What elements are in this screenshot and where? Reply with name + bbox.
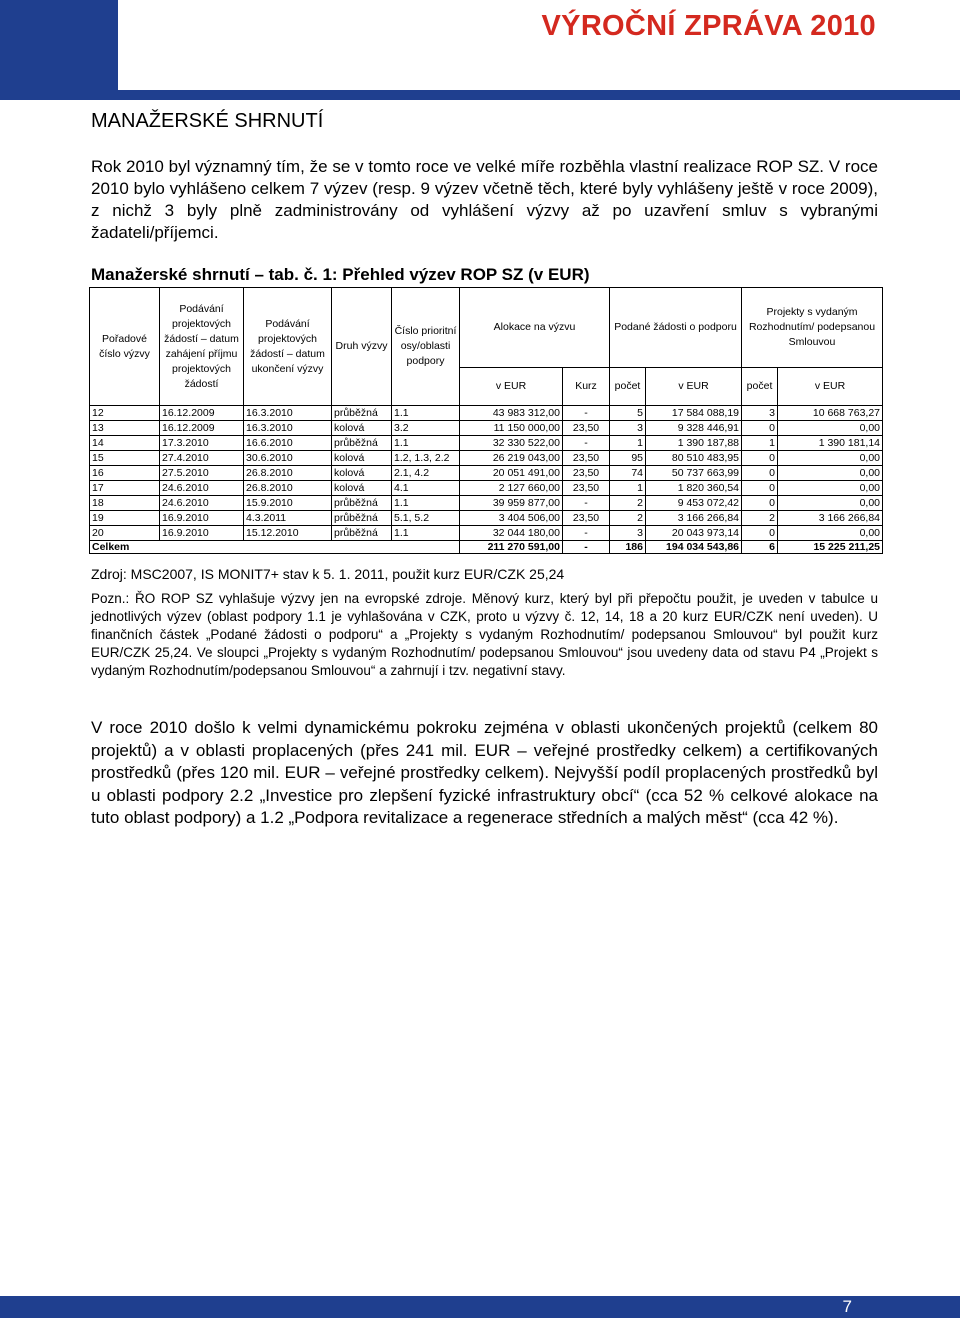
header-kurz: Kurz	[563, 368, 610, 406]
cell-cislo-osy: 3.2	[392, 421, 460, 436]
cell-cislo-vyzvy: 13	[90, 421, 160, 436]
cell-datum-zahajeni: 27.4.2010	[160, 451, 244, 466]
header-cislo-osy: Číslo prioritní osy/oblasti podpory	[392, 288, 460, 406]
table-row	[90, 466, 883, 481]
cell-cislo-vyzvy: 17	[90, 481, 160, 496]
cell-kurz: 23,50	[563, 511, 610, 526]
table-row	[90, 526, 883, 541]
cell-datum-ukonceni: 4.3.2011	[244, 511, 332, 526]
cell-projekty-pocet: 0	[742, 451, 778, 466]
header-podane-eur: v EUR	[646, 368, 742, 406]
header-corner-block	[0, 0, 118, 100]
cell-cislo-osy: 1.1	[392, 496, 460, 511]
report-title: VÝROČNÍ ZPRÁVA 2010	[541, 10, 876, 42]
cell-kurz: -	[563, 496, 610, 511]
header-podane-pocet: počet	[610, 368, 646, 406]
cell-datum-ukonceni: 30.6.2010	[244, 451, 332, 466]
table-row	[90, 496, 883, 511]
cell-datum-ukonceni: 15.12.2010	[244, 526, 332, 541]
total-kurz: -	[563, 541, 610, 554]
table-row	[90, 511, 883, 526]
cell-kurz: -	[563, 436, 610, 451]
cell-kurz: 23,50	[563, 451, 610, 466]
summary-paragraph: V roce 2010 došlo k velmi dynamickému pokroku zejména v oblasti ukončených projektů (celkem 80 projektů) a v oblasti proplacených (přes 241 mil. EUR – veřejné prostředky celkem) a certifikovaných prostředků (přes 120 mil. EUR – veřejné prostředky celkem). Nejvyšší podíl proplacených prostředků byl u oblasti podpory 2.2 „Investice pro zlepšení fyzické infrastruktury obcí“ (cca 52 % celkové alokace na tuto oblast podpory) a 1.2 „Podpora revitalizace a regenerace středních a malých měst“ (cca 42 %).	[91, 718, 878, 827]
total-podane-pocet: 186	[610, 541, 646, 554]
table-source: Zdroj: MSC2007, IS MONIT7+ stav k 5. 1. 2011, použit kurz EUR/CZK 25,24	[91, 566, 565, 582]
cell-datum-ukonceni: 26.8.2010	[244, 466, 332, 481]
cell-podane-eur: 80 510 483,95	[646, 451, 742, 466]
cell-cislo-vyzvy: 18	[90, 496, 160, 511]
cell-druh-vyzvy: kolová	[332, 481, 392, 496]
cell-podane-pocet: 2	[610, 511, 646, 526]
cell-kurz: 23,50	[563, 481, 610, 496]
cell-projekty-pocet: 0	[742, 526, 778, 541]
cell-podane-eur: 1 390 187,88	[646, 436, 742, 451]
cell-datum-zahajeni: 16.12.2009	[160, 421, 244, 436]
cell-projekty-eur: 0,00	[778, 466, 883, 481]
cell-druh-vyzvy: kolová	[332, 466, 392, 481]
section-heading: MANAŽERSKÉ SHRNUTÍ	[91, 110, 324, 132]
cell-podane-pocet: 2	[610, 496, 646, 511]
cell-podane-pocet: 3	[610, 526, 646, 541]
cell-podane-eur: 17 584 088,19	[646, 406, 742, 421]
cell-datum-ukonceni: 16.6.2010	[244, 436, 332, 451]
cell-cislo-osy: 2.1, 4.2	[392, 466, 460, 481]
cell-projekty-pocet: 0	[742, 466, 778, 481]
total-alokace: 211 270 591,00	[460, 541, 563, 554]
cell-alokace-eur: 20 051 491,00	[460, 466, 563, 481]
cell-podane-pocet: 3	[610, 421, 646, 436]
table-row	[90, 421, 883, 436]
cell-cislo-vyzvy: 20	[90, 526, 160, 541]
cell-projekty-pocet: 0	[742, 421, 778, 436]
cell-podane-pocet: 1	[610, 436, 646, 451]
cell-datum-zahajeni: 16.9.2010	[160, 526, 244, 541]
cell-projekty-pocet: 1	[742, 436, 778, 451]
calls-overview-table	[89, 287, 883, 554]
cell-projekty-eur: 0,00	[778, 496, 883, 511]
footer-bar	[0, 1296, 960, 1318]
header-projekty-pocet: počet	[742, 368, 778, 406]
cell-datum-zahajeni: 17.3.2010	[160, 436, 244, 451]
header-bar	[118, 90, 960, 100]
cell-alokace-eur: 43 983 312,00	[460, 406, 563, 421]
table-row	[90, 481, 883, 496]
cell-cislo-osy: 4.1	[392, 481, 460, 496]
cell-druh-vyzvy: kolová	[332, 421, 392, 436]
cell-projekty-pocet: 0	[742, 481, 778, 496]
cell-kurz: -	[563, 406, 610, 421]
table-caption: Manažerské shrnutí – tab. č. 1: Přehled výzev ROP SZ (v EUR)	[91, 265, 590, 284]
cell-projekty-eur: 10 668 763,27	[778, 406, 883, 421]
cell-podane-pocet: 95	[610, 451, 646, 466]
cell-cislo-vyzvy: 12	[90, 406, 160, 421]
cell-druh-vyzvy: průběžná	[332, 496, 392, 511]
header-datum-zahajeni: Podávání projektových žádostí – datum zahájení příjmu projektových žádostí	[160, 288, 244, 406]
cell-alokace-eur: 32 044 180,00	[460, 526, 563, 541]
cell-projekty-pocet: 2	[742, 511, 778, 526]
cell-projekty-pocet: 0	[742, 496, 778, 511]
cell-cislo-osy: 1.1	[392, 436, 460, 451]
cell-cislo-osy: 5.1, 5.2	[392, 511, 460, 526]
cell-alokace-eur: 39 959 877,00	[460, 496, 563, 511]
cell-podane-eur: 3 166 266,84	[646, 511, 742, 526]
cell-alokace-eur: 26 219 043,00	[460, 451, 563, 466]
cell-podane-pocet: 1	[610, 481, 646, 496]
total-projekty-pocet: 6	[742, 541, 778, 554]
table-total-row	[90, 541, 883, 554]
page-number: 7	[842, 1297, 852, 1316]
cell-cislo-osy: 1.2, 1.3, 2.2	[392, 451, 460, 466]
cell-projekty-eur: 1 390 181,14	[778, 436, 883, 451]
cell-datum-zahajeni: 16.12.2009	[160, 406, 244, 421]
table-row	[90, 436, 883, 451]
header-datum-ukonceni: Podávání projektových žádostí – datum ukončení výzvy	[244, 288, 332, 406]
cell-podane-eur: 50 737 663,99	[646, 466, 742, 481]
cell-projekty-eur: 0,00	[778, 451, 883, 466]
cell-datum-ukonceni: 16.3.2010	[244, 406, 332, 421]
cell-druh-vyzvy: kolová	[332, 451, 392, 466]
table-row	[90, 451, 883, 466]
cell-alokace-eur: 11 150 000,00	[460, 421, 563, 436]
total-label: Celkem	[90, 541, 460, 554]
cell-kurz: 23,50	[563, 466, 610, 481]
cell-cislo-vyzvy: 15	[90, 451, 160, 466]
cell-podane-eur: 1 820 360,54	[646, 481, 742, 496]
cell-druh-vyzvy: průběžná	[332, 406, 392, 421]
cell-cislo-vyzvy: 14	[90, 436, 160, 451]
header-projekty-eur: v EUR	[778, 368, 883, 406]
cell-cislo-vyzvy: 16	[90, 466, 160, 481]
cell-druh-vyzvy: průběžná	[332, 436, 392, 451]
cell-druh-vyzvy: průběžná	[332, 526, 392, 541]
cell-datum-ukonceni: 16.3.2010	[244, 421, 332, 436]
cell-podane-eur: 20 043 973,14	[646, 526, 742, 541]
header-poradove-cislo: Pořadové číslo výzvy	[90, 288, 160, 406]
cell-podane-pocet: 74	[610, 466, 646, 481]
header-projekty: Projekty s vydaným Rozhodnutím/ podepsanou Smlouvou	[742, 288, 883, 368]
cell-podane-eur: 9 453 072,42	[646, 496, 742, 511]
cell-kurz: 23,50	[563, 421, 610, 436]
cell-podane-eur: 9 328 446,91	[646, 421, 742, 436]
cell-alokace-eur: 2 127 660,00	[460, 481, 563, 496]
cell-alokace-eur: 32 330 522,00	[460, 436, 563, 451]
cell-podane-pocet: 5	[610, 406, 646, 421]
total-projekty-eur: 15 225 211,25	[778, 541, 883, 554]
cell-datum-ukonceni: 26.8.2010	[244, 481, 332, 496]
intro-paragraph: Rok 2010 byl významný tím, že se v tomto roce ve velké míře rozběhla vlastní realizace ROP SZ. V roce 2010 bylo vyhlášeno celkem 7 výzev (resp. 9 výzev včetně těch, které byly vyhlášeny ještě v roce 2009), z nichž 3 byly plně zadministrovány od vyhlášení výzvy až po uzavření smluv s vybranými žadateli/příjemci.	[91, 157, 878, 242]
cell-kurz: -	[563, 526, 610, 541]
table-row	[90, 406, 883, 421]
cell-projekty-eur: 3 166 266,84	[778, 511, 883, 526]
header-podane-zadosti: Podané žádosti o podporu	[610, 288, 742, 368]
cell-cislo-vyzvy: 19	[90, 511, 160, 526]
cell-alokace-eur: 3 404 506,00	[460, 511, 563, 526]
cell-cislo-osy: 1.1	[392, 526, 460, 541]
cell-projekty-eur: 0,00	[778, 526, 883, 541]
cell-cislo-osy: 1.1	[392, 406, 460, 421]
header-alokace-eur: v EUR	[460, 368, 563, 406]
header-alokace: Alokace na výzvu	[460, 288, 610, 368]
header-druh-vyzvy: Druh výzvy	[332, 288, 392, 406]
table-note: Pozn.: ŘO ROP SZ vyhlašuje výzvy jen na evropské zdroje. Měnový kurz, který byl při přepočtu použit, je uveden v tabulce u jednotlivých výzev (oblast podpory 1.1 je vyhlašována v CZK, proto u výzvy č. 12, 14, 18 a 20 kurz EUR/CZK není uveden). U finančních částek „Podané žádosti o podporu“ a „Projekty s vydaným Rozhodnutím/ podepsanou Smlouvou“ byl použit kurz EUR/CZK 25,24. Ve sloupci „Projekty s vydaným Rozhodnutím/ podepsanou Smlouvou“ jsou uvedeny data od stavu P4 „Projekt s vydaným Rozhodnutím/podepsanou Smlouvou“ a zahrnují i tzv. negativní stavy.	[91, 591, 878, 678]
cell-druh-vyzvy: průběžná	[332, 511, 392, 526]
cell-projekty-eur: 0,00	[778, 421, 883, 436]
cell-datum-zahajeni: 24.6.2010	[160, 481, 244, 496]
cell-datum-zahajeni: 24.6.2010	[160, 496, 244, 511]
cell-datum-zahajeni: 27.5.2010	[160, 466, 244, 481]
cell-datum-ukonceni: 15.9.2010	[244, 496, 332, 511]
cell-projekty-eur: 0,00	[778, 481, 883, 496]
total-podane-eur: 194 034 543,86	[646, 541, 742, 554]
cell-projekty-pocet: 3	[742, 406, 778, 421]
cell-datum-zahajeni: 16.9.2010	[160, 511, 244, 526]
